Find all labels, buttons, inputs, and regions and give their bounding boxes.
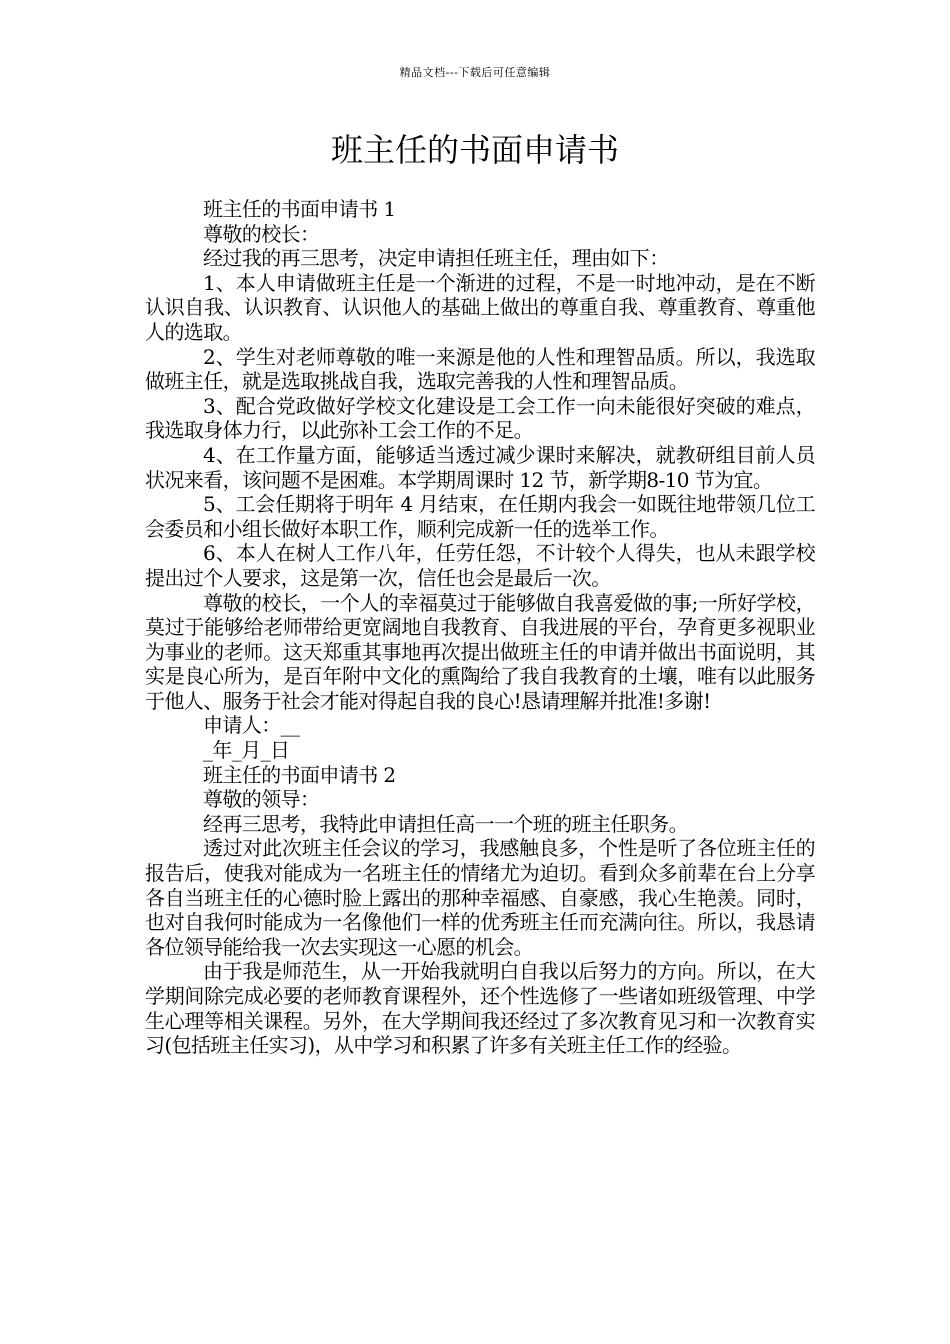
- document-body: [145, 197, 815, 1058]
- letter1-point-1: 1、本人申请做班主任是一个渐进的过程，不是一时地冲动，是在不断认识自我、认识教育、认识他人的基础上做出的尊重自我、尊重教育、尊重他人的选取。: [145, 270, 815, 344]
- letter1-salutation: 尊敬的校长：: [203, 221, 320, 246]
- document-title: 班主任的书面申请书: [330, 131, 619, 169]
- letter1-point-4: 4、在工作量方面，能够适当透过减少课时来解决，就教研组目前人员状况来看，该问题不是困难。本学期周课时 12 节，新学期8-10 节为宜。: [145, 442, 815, 492]
- letter2-paragraph-2: 透过对此次班主任会议的学习，我感触良多，个性是听了各位班主任的报告后，使我对能成为一名班主任的情绪尤为迫切。看到众多前辈在台上分享各自当班主任的心德时脸上露出的那种幸福感、自豪感，我心生艳羡。同时，也对自我何时能成为一名像他们一样的优秀班主任而充满向往。所以，我恳请各位领导能给我一次去实现这一心愿的机会。: [145, 836, 815, 959]
- letter2-paragraph-3: 由于我是师范生，从一开始我就明白自我以后努力的方向。所以，在大学期间除完成必要的老师教育课程外，还个性选修了一些诸如班级管理、中学生心理等相关课程。另外，在大学期间我还经过了多次教育见习和一次教育实习(包括班主任实习)，从中学习和积累了许多有关班主任工作的经验。: [145, 959, 815, 1058]
- letter2-paragraph-1: 经再三思考，我特此申请担任高一一个班的班主任职务。: [203, 811, 688, 836]
- letter2-salutation: 尊敬的领导：: [203, 787, 320, 812]
- letter1-point-2: 2、学生对老师尊敬的唯一来源是他的人性和理智品质。所以，我选取做班主任，就是选取挑战自我，选取完善我的人性和理智品质。: [145, 344, 815, 394]
- letter1-point-3: 3、配合党政做好学校文化建设是工会工作一向未能很好突破的难点，我选取身体力行，以此弥补工会工作的不足。: [145, 393, 815, 443]
- letter1-point-5: 5、工会任期将于明年 4 月结束，在任期内我会一如既往地带领几位工会委员和小组长做好本职工作，顺利完成新一任的选举工作。: [145, 492, 815, 541]
- page-header: 精品文档---下载后可任意编辑: [399, 66, 551, 79]
- letter1-point-6: 6、本人在树人工作八年，任劳任怨，不计较个人得失，也从未跟学校提出过个人要求，这是第一次，信任也会是最后一次。: [145, 541, 815, 590]
- letter1-applicant: 申请人：__: [203, 713, 300, 738]
- letter1-date: _年_月_日: [203, 738, 290, 763]
- letter2-heading: 班主任的书面申请书 2: [203, 762, 396, 787]
- letter1-intro: 经过我的再三思考，决定申请担任班主任，理由如下：: [203, 246, 669, 271]
- letter1-closing: 尊敬的校长，一个人的幸福莫过于能够做自我喜爱做的事;一所好学校，莫过于能够给老师带给更宽阔地自我教育、自我进展的平台，孕育更多视职业为事业的老师。这天郑重其事地再次提出做班主任的申请并做出书面说明，其实是良心所为，是百年附中文化的熏陶给了我自我教育的土壤，唯有以此服务于他人、服务于社会才能对得起自我的良心!恳请理解并批准!多谢!: [145, 590, 815, 713]
- letter1-heading: 班主任的书面申请书 1: [203, 197, 396, 221]
